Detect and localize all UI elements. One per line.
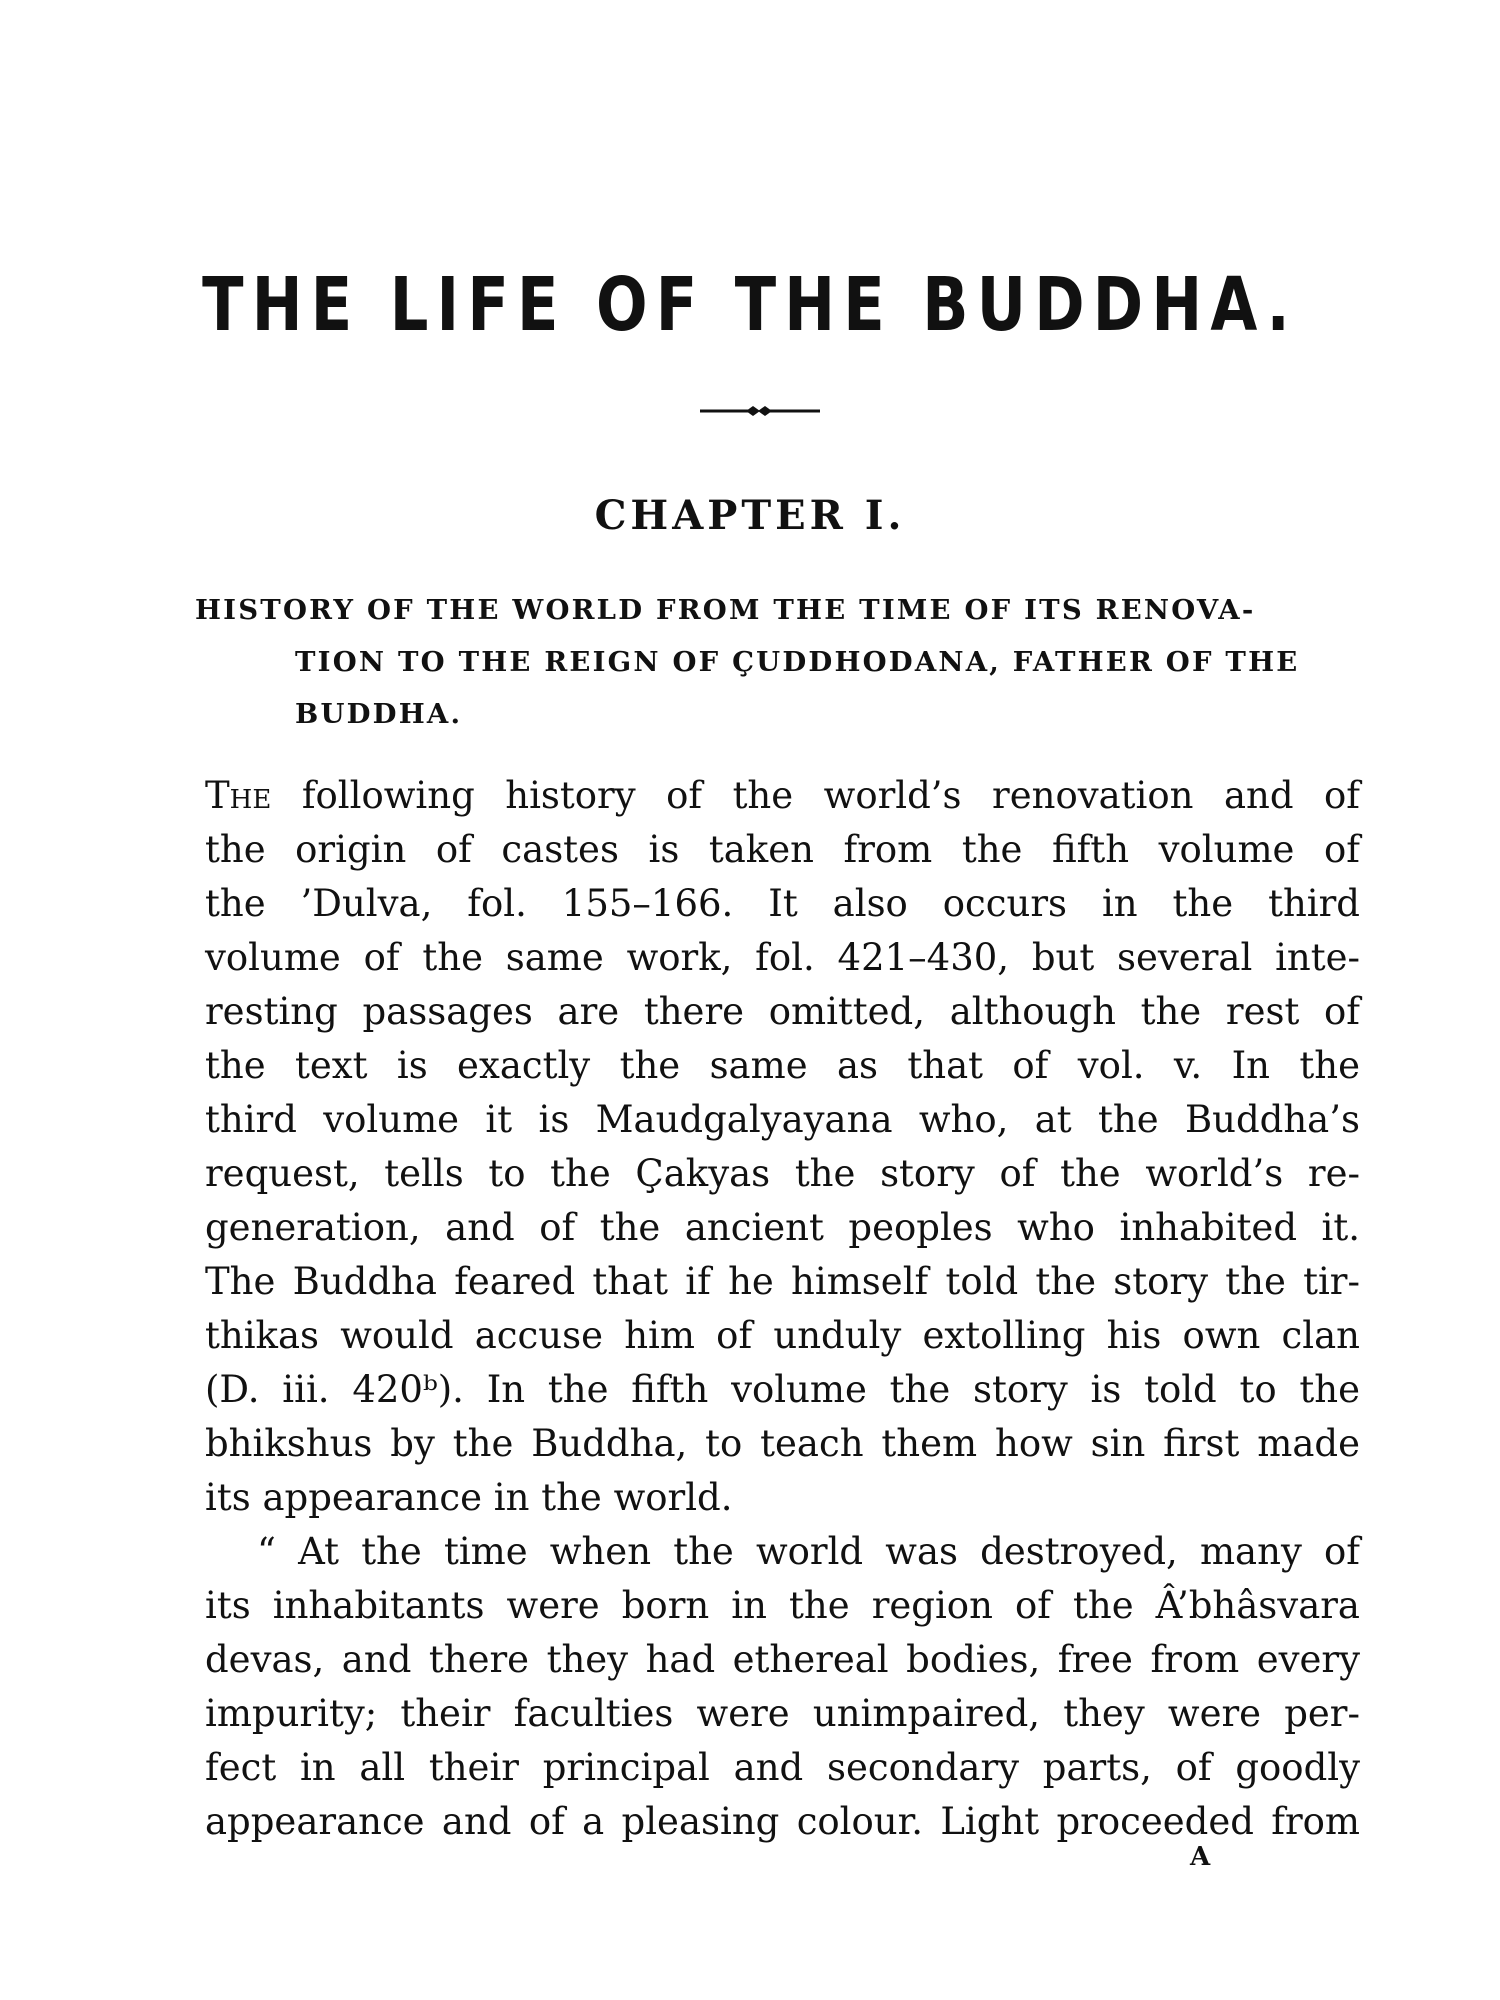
text-line: the text is exactly the same as that of vol. v. In the bbox=[205, 1044, 1360, 1087]
text-line: devas, and there they had ethereal bodies, free from every bbox=[205, 1638, 1360, 1681]
text-line: appearance and of a pleasing colour. Light proceeded from bbox=[205, 1800, 1360, 1843]
summary-line: BUDDHA. bbox=[295, 698, 463, 730]
text-line: fect in all their principal and secondary parts, of goodly bbox=[205, 1746, 1360, 1789]
text-line: impurity; their faculties were unimpaired, they were per- bbox=[205, 1692, 1360, 1735]
text-line: “ At the time when the world was destroyed, many of bbox=[257, 1530, 1360, 1573]
text-line: (D. iii. 420ᵇ). In the fifth volume the story is told to the bbox=[205, 1368, 1360, 1411]
ornament-divider-icon bbox=[700, 404, 820, 418]
text-line: The Buddha feared that if he himself told the story the tir- bbox=[205, 1260, 1360, 1303]
drop-word: The bbox=[205, 774, 272, 817]
chapter-heading: CHAPTER I. bbox=[594, 492, 906, 539]
chapter-summary bbox=[195, 584, 1360, 740]
text-line: request, tells to the Çakyas the story of the world’s re- bbox=[205, 1152, 1360, 1195]
summary-line: HISTORY OF THE WORLD FROM THE TIME OF ITS RENOVA- bbox=[195, 594, 1256, 626]
text-line: its appearance in the world. bbox=[205, 1476, 733, 1519]
text-line: its inhabitants were born in the region of the Â’bhâsvara bbox=[205, 1584, 1360, 1627]
summary-line: TION TO THE REIGN OF ÇUDDHODANA, FATHER OF THE bbox=[295, 646, 1300, 678]
text-line: the ’Dulva, fol. 155–166. It also occurs in the third bbox=[205, 882, 1360, 925]
body-text bbox=[205, 769, 1360, 1849]
text-line: The following history of the world’s renovation and of bbox=[205, 774, 1360, 817]
text-line: the origin of castes is taken from the fifth volume of bbox=[205, 828, 1360, 871]
text-line: bhikshus by the Buddha, to teach them how sin first made bbox=[205, 1422, 1360, 1465]
text-line: third volume it is Maudgalyayana who, at the Buddha’s bbox=[205, 1098, 1360, 1141]
text-line: resting passages are there omitted, although the rest of bbox=[205, 990, 1360, 1033]
signature-mark: A bbox=[1190, 1842, 1211, 1872]
text-line: volume of the same work, fol. 421–430, but several inte- bbox=[205, 936, 1360, 979]
text-line: generation, and of the ancient peoples who inhabited it. bbox=[205, 1206, 1360, 1249]
text-line: thikas would accuse him of unduly extolling his own clan bbox=[205, 1314, 1360, 1357]
book-title: THE LIFE OF THE BUDDHA. bbox=[202, 262, 1298, 348]
